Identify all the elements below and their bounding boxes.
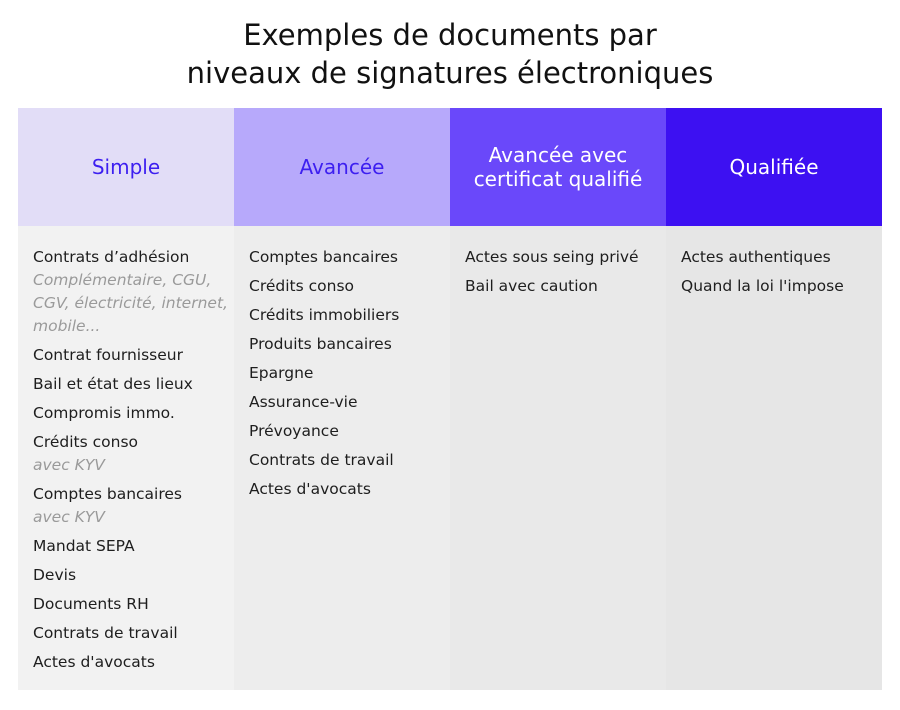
item-text: Crédits immobiliers	[249, 306, 400, 324]
column-simple	[18, 108, 234, 690]
column-heading: Simple	[91, 155, 161, 179]
signature-levels-table	[18, 108, 882, 690]
list-item	[249, 449, 450, 472]
list-item	[33, 344, 234, 367]
column-avancee-certificat	[450, 108, 666, 690]
list-item	[249, 420, 450, 443]
item-text: Devis	[33, 566, 77, 584]
list-item	[249, 304, 450, 327]
item-text: Actes sous seing privé	[465, 248, 639, 266]
item-text: Produits bancaires	[249, 335, 392, 353]
list-item	[33, 402, 234, 425]
item-text: Actes authentiques	[681, 248, 831, 266]
column-heading: Avancée	[299, 155, 385, 179]
item-note: avec KYV	[33, 508, 105, 526]
list-item	[33, 564, 234, 587]
list-item	[33, 373, 234, 396]
item-text: Contrats de travail	[249, 451, 394, 469]
column-avancee	[234, 108, 450, 690]
item-text: Prévoyance	[249, 422, 339, 440]
title-line-2: niveaux de signatures électroniques	[186, 56, 714, 90]
column-heading: Avancée avec certificat qualifié	[473, 143, 643, 191]
item-text: Contrats d’adhésion	[33, 248, 190, 266]
column-header	[666, 108, 882, 226]
item-text: Actes d'avocats	[33, 653, 155, 671]
item-note: Complémentaire, CGU, CGV, électricité, internet, mobile...	[33, 271, 228, 335]
item-text: Compromis immo.	[33, 404, 175, 422]
column-header	[234, 108, 450, 226]
column-header	[450, 108, 666, 226]
item-text: Contrats de travail	[33, 624, 178, 642]
list-item	[249, 478, 450, 501]
item-text: Mandat SEPA	[33, 537, 135, 555]
item-text: Quand la loi l'impose	[681, 277, 844, 295]
item-text: Documents RH	[33, 595, 149, 613]
title-line-1: Exemples de documents par	[243, 18, 657, 52]
item-text: Bail avec caution	[465, 277, 598, 295]
list-item	[33, 535, 234, 558]
list-item	[465, 246, 666, 269]
column-qualifiee	[666, 108, 882, 690]
column-heading: Qualifiée	[729, 155, 819, 179]
item-text: Crédits conso	[33, 433, 139, 451]
item-text: Contrat fournisseur	[33, 346, 183, 364]
item-note: avec KYV	[33, 456, 105, 474]
column-header	[18, 108, 234, 226]
list-item	[33, 431, 234, 477]
item-text: Actes d'avocats	[249, 480, 371, 498]
column-body	[234, 226, 450, 690]
item-text: Epargne	[249, 364, 314, 382]
page-title	[0, 16, 900, 92]
item-text: Crédits conso	[249, 277, 355, 295]
list-item	[249, 391, 450, 414]
item-text: Comptes bancaires	[249, 248, 398, 266]
column-body	[18, 226, 234, 690]
list-item	[249, 362, 450, 385]
item-text: Bail et état des lieux	[33, 375, 193, 393]
list-item	[681, 246, 882, 269]
item-text: Assurance-vie	[249, 393, 358, 411]
list-item	[249, 333, 450, 356]
column-body	[450, 226, 666, 690]
list-item	[465, 275, 666, 298]
list-item	[33, 651, 234, 674]
list-item	[33, 483, 234, 529]
list-item	[681, 275, 882, 298]
list-item	[33, 246, 234, 338]
item-text: Comptes bancaires	[33, 485, 182, 503]
list-item	[249, 275, 450, 298]
list-item	[33, 593, 234, 616]
list-item	[249, 246, 450, 269]
column-body	[666, 226, 882, 690]
list-item	[33, 622, 234, 645]
